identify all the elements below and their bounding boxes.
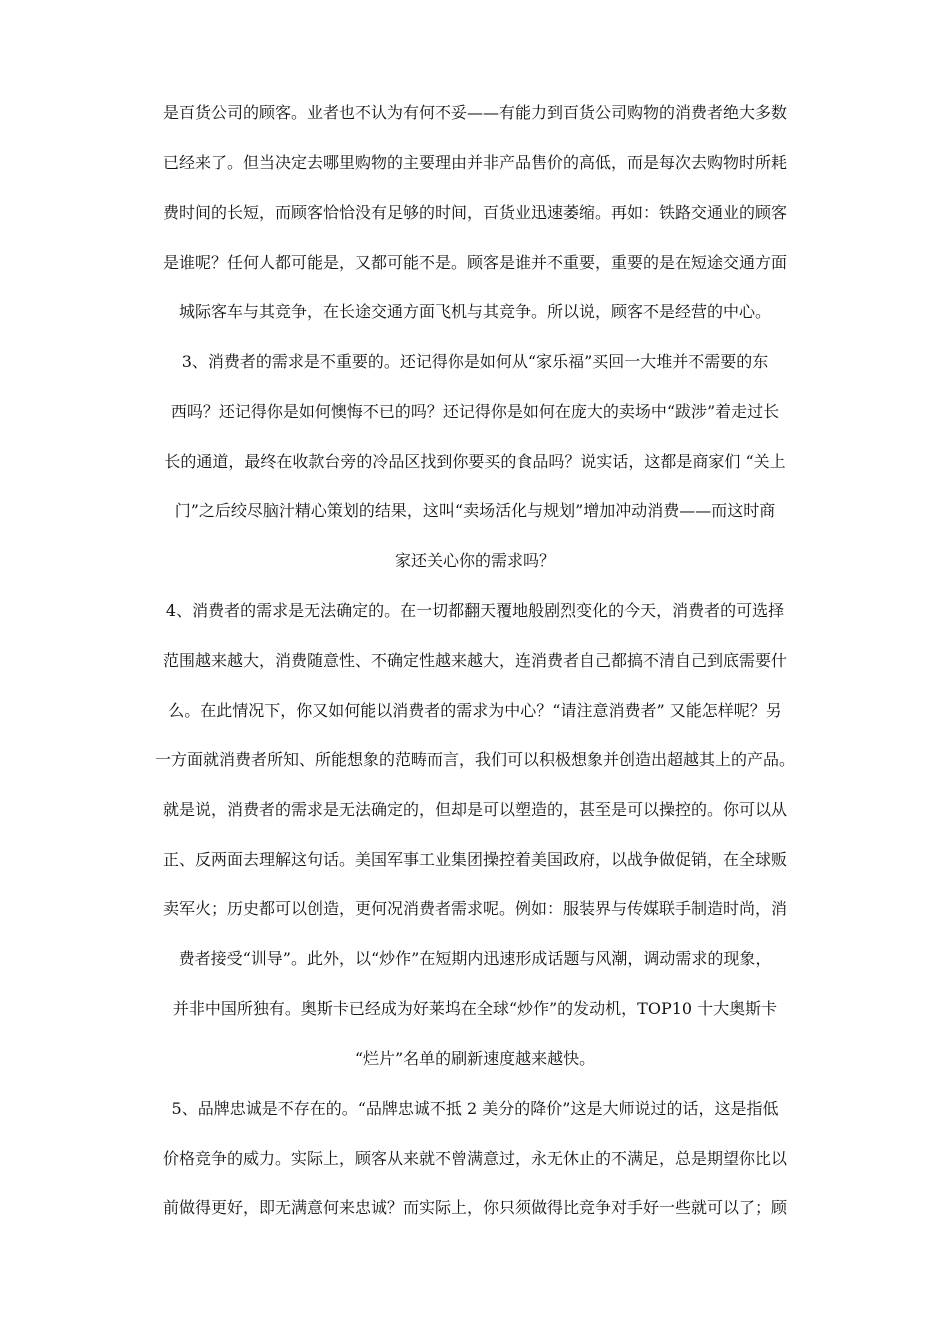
text-line: 城际客车与其竞争，在长途交通方面飞机与其竞争。所以说，顾客不是经营的中心。 <box>178 302 771 321</box>
text-line: 3、消费者的需求是不重要的。还记得你是如何从“家乐福”买回一大堆并不需要的东 <box>181 352 769 371</box>
text-line: 并非中国所独有。奥斯卡已经成为好莱坞在全球“炒作”的发动机，TOP10 十大奥斯卡 <box>172 999 778 1018</box>
text-line: 范围越来越大，消费随意性、不确定性越来越大，连消费者自己都搞不清自己到底需要什 <box>162 651 787 670</box>
text-line: 家还关心你的需求吗？ <box>394 551 555 570</box>
text-line: 4、消费者的需求是无法确定的。在一切都翻天覆地般剧烈变化的今天，消费者的可选择 <box>165 601 785 620</box>
text-line: 正、反两面去理解这句话。美国军事工业集团操控着美国政府，以战争做促销，在全球贩 <box>162 850 787 869</box>
text-line: “烂片”名单的刷新速度越来越快。 <box>354 1049 596 1068</box>
text-line: 长的通道，最终在收款台旁的冷品区找到你要买的食品吗？说实话，这都是商家们 “关上 <box>164 452 786 471</box>
text-line: 门”之后绞尽脑汁精心策划的结果，这叫“卖场活化与规划”增加冲动消费——而这时商 <box>174 501 776 520</box>
text-line: 前做得更好，即无满意何来忠诚？而实际上，你只须做得比竞争对手好一些就可以了；顾 <box>162 1198 787 1217</box>
text-line: 西吗？还记得你是如何懊悔不已的吗？还记得你是如何在庞大的卖场中“跋涉”着走过长 <box>170 402 780 421</box>
text-line: 卖军火；历史都可以创造，更何况消费者需求呢。例如：服装界与传媒联手制造时尚，消 <box>162 899 787 918</box>
text-line: 是谁呢？任何人都可能是，又都可能不是。顾客是谁并不重要，重要的是在短途交通方面 <box>162 253 787 272</box>
text-line: 5、品牌忠诚是不存在的。“品牌忠诚不抵 2 美分的降价”这是大师说过的话，这是指低 <box>171 1099 779 1118</box>
text-line: 价格竞争的威力。实际上，顾客从来就不曾满意过，永无休止的不满足，总是期望你比以 <box>162 1149 787 1168</box>
text-line: 费时间的长短，而顾客恰恰没有足够的时间，百货业迅速萎缩。再如：铁路交通业的顾客 <box>162 203 787 222</box>
text-line: 就是说，消费者的需求是无法确定的，但却是可以塑造的，甚至是可以操控的。你可以从 <box>162 800 787 819</box>
text-line: 是百货公司的顾客。业者也不认为有何不妥——有能力到百货公司购物的消费者绝大多数 <box>162 103 787 122</box>
text-line: 费者接受“训导”。此外，以“炒作”在短期内迅速形成话题与风潮，调动需求的现象， <box>178 949 772 968</box>
text-line: 已经来了。但当决定去哪里购物的主要理由并非产品售价的高低，而是每次去购物时所耗 <box>162 153 787 172</box>
text-line: 一方面就消费者所知、所能想象的范畴而言，我们可以积极想象并创造出超越其上的产品。 <box>154 750 795 769</box>
text-line: 么。在此情况下，你又如何能以消费者的需求为中心？“请注意消费者” 又能怎样呢？另 <box>168 701 782 720</box>
